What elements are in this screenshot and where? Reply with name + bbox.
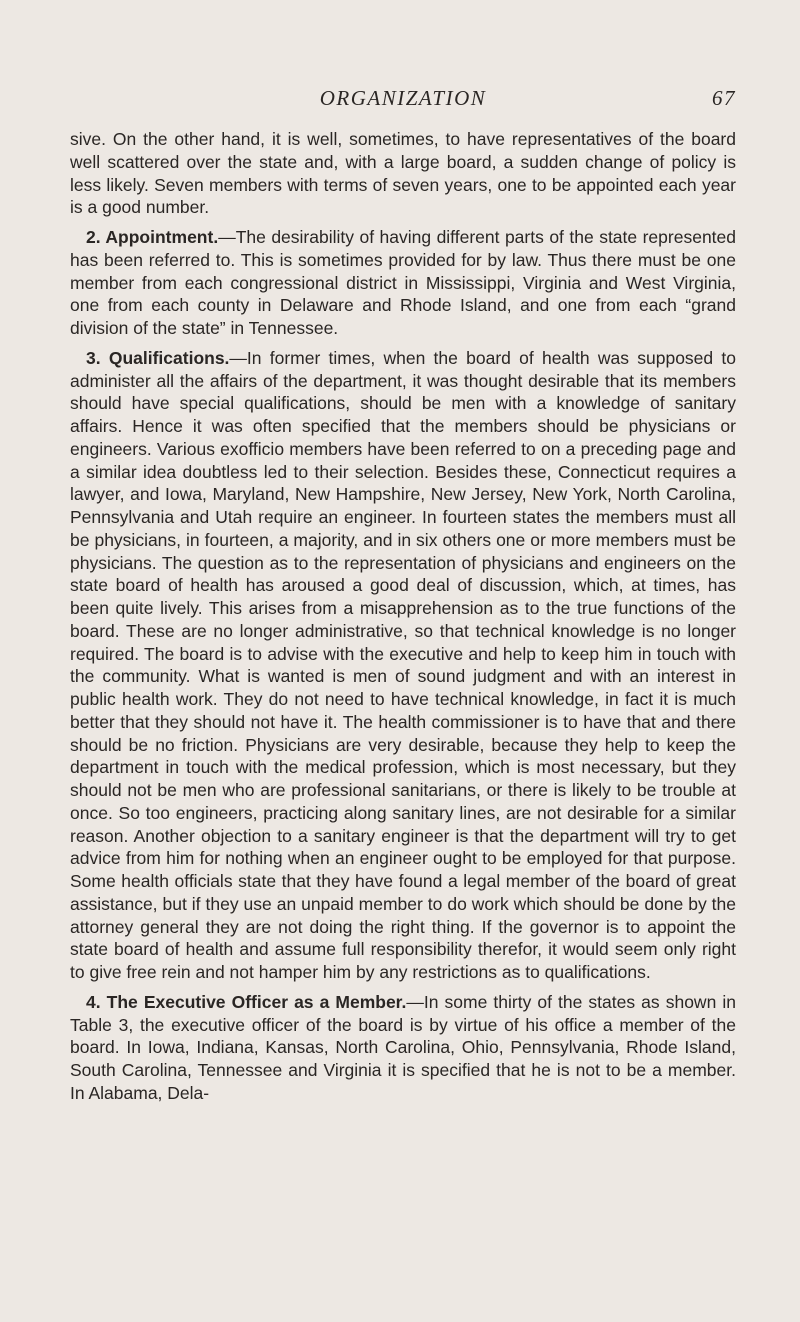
paragraph-heading: 2. Appointment. [86, 227, 219, 247]
paragraph-executive-officer [70, 991, 736, 1105]
paragraph-appointment [70, 226, 736, 340]
paragraph-text: —In former times, when the board of health was supposed to administer all the affairs of the department, it was thought desirable that its members should have special qualifications, should be men with a knowledge of sanitary affairs. Hence it was often specified that the members should be physicians or engineers. Various exofficio members have been referred to on a preceding page and a similar idea doubtless led to their selection. Besides these, Connecticut requires a lawyer, and Iowa, Maryland, New Hampshire, New Jersey, New York, North Carolina, Pennsylvania and Utah require an engineer. In fourteen states the members must all be physicians, in fourteen, a majority, and in six others one or more members must be physicians. The question as to the representation of physicians and engineers on the state board of health has aroused a good deal of discussion, which, at times, has been quite lively. This arises from a misapprehension as to the true functions of the board. These are no longer administrative, so that technical knowledge is no longer required. The board is to advise with the executive and help to keep him in touch with the community. What is wanted is men of sound judgment and with an interest in public health work. They do not need to have technical knowledge, in fact it is much better that they should not have it. The health commissioner is to have that and there should be no friction. Physicians are very desirable, because they help to keep the department in touch with the medical profession, which is most necessary, but they should not be men who are professional sanitarians, or there is likely to be trouble at once. So too engineers, practicing along sanitary lines, are not desirable for a similar reason. Another objection to a sanitary engineer is that the department will try to get advice from him for nothing when an engineer ought to be employed for that purpose. Some health officials state that they have found a legal member of the board of great assistance, but if they use an unpaid member to do work which should be done by the attorney general they are not doing the right thing. If the governor is to appoint the state board of health and assume full responsibility therefor, it would seem only right to give free rein and not hamper him by any restrictions as to qualifications. [70, 347, 736, 982]
paragraph-text: —In some thirty of the states as shown in Table 3, the executive officer of the board is by virtue of his office a member of the board. In Iowa, Indiana, Kansas, North Carolina, Ohio, Pennsylvania, Rhode Island, South Carolina, Tennessee and Virginia it is specified that he is not to be a member. In Alabama, Dela- [70, 991, 736, 1103]
page-number: 67 [712, 86, 736, 110]
paragraph-heading: 3. Qualifications. [86, 347, 230, 368]
body-text [70, 128, 736, 1112]
paragraph-text: sive. On the other hand, it is well, sometimes, to have representatives of the board well scattered over the state and, with a large board, a sudden change of policy is less likely. Seven members with terms of seven years, one to be appointed each year is a good number. [70, 129, 736, 218]
running-head [70, 86, 736, 116]
paragraph-text: —The desirability of having different parts of the state represented has been referred to. This is sometimes provided for by law. Thus there must be one member from each congressional district in Mississippi, Virginia and West Virginia, one from each county in Delaware and Rhode Island, and one from each “grand division of the state” in Tennessee. [70, 227, 736, 338]
paragraph-qualifications [70, 347, 736, 984]
paragraph-continuation [70, 128, 736, 219]
paragraph-heading: 4. The Executive Officer as a Member. [86, 991, 407, 1012]
running-title: ORGANIZATION [319, 86, 487, 110]
